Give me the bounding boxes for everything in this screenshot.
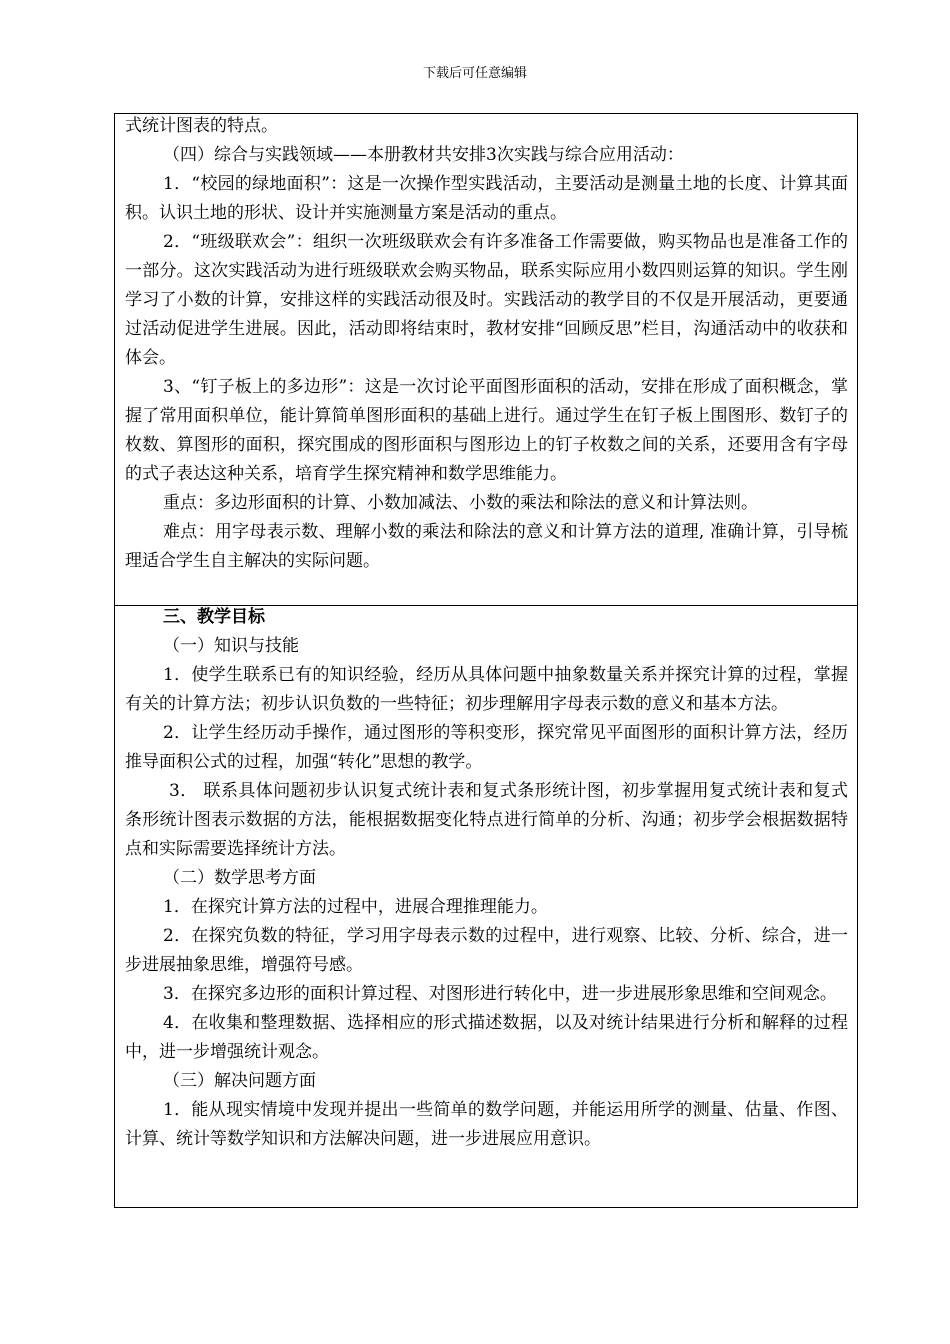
paragraph: 2．让学生经历动手操作，通过图形的等积变形，探究常见平面图形的面积计算方法，经历推导面积公式的过程，加强“转化”思想的教学。: [125, 723, 848, 772]
paragraph: 3、“钉子板上的多边形”：这是一次讨论平面图形面积的活动，安排在形成了面积概念，掌握了常用面积单位，能计算简单图形面积的基础上进行。通过学生在钉子板上围图形、数钉子的枚数、算图形的面积，探究围成的图形面积与图形边上的钉子枚数之间的关系，还要用含有字母的式子表达这种关系，培育学生探究精神和数学思维能力。: [125, 377, 848, 484]
paragraph: 式统计图表的特点。: [125, 116, 278, 136]
paragraph: 1．使学生联系已有的知识经验，经历从具体问题中抽象数量关系并探究计算的过程，掌握有关的计算方法；初步认识负数的一些特征；初步理解用字母表示数的意义和基本方法。: [125, 665, 848, 714]
subsection-title: （三）解决问题方面: [163, 1071, 316, 1091]
paragraph: 3． 联系具体问题初步认识复式统计表和复式条形统计图，初步掌握用复式统计表和复式条形统计图表示数据的方法，能根据数据变化特点进行简单的分析、沟通；初步学会根据数据特点和实际需要选择统计方法。: [125, 781, 848, 859]
paragraph: 1．在探究计算方法的过程中，进展合理推理能力。: [163, 897, 548, 917]
difficult-points: 难点：用字母表示数、理解小数的乘法和除法的意义和计算方法的道理, 准确计算，引导梳理适合学生自主解决的实际问题。: [125, 522, 848, 571]
paragraph: 2．“班级联欢会”：组织一次班级联欢会有许多准备工作需要做，购买物品也是准备工作的一部分。这次实践活动为进行班级联欢会购买物品，联系实际应用小数四则运算的知识。学生刚学习了小数的计算，安排这样的实践活动很及时。实践活动的教学目的不仅是开展活动，更要通过活动促进学生进展。因此，活动即将结束时，教材安排“回顾反思”栏目，沟通活动中的收获和体会。: [125, 232, 848, 368]
paragraph: （四）综合与实践领域——本册教材共安排3次实践与综合应用活动：: [163, 145, 684, 165]
paragraph: 1．能从现实情境中发现并提出一些简单的数学问题，并能运用所学的测量、估量、作图、计算、统计等数学知识和方法解决问题，进一步进展应用意识。: [125, 1100, 848, 1149]
subsection-title: （一）知识与技能: [163, 636, 299, 656]
paragraph: 1．“校园的绿地面积”：这是一次操作型实践活动，主要活动是测量土地的长度、计算其面积。认识土地的形状、设计并实施测量方案是活动的重点。: [125, 174, 848, 223]
section-title: 三、教学目标: [163, 607, 265, 627]
paragraph: 3．在探究多边形的面积计算过程、对图形进行转化中，进一步进展形象思维和空间观念。: [163, 984, 837, 1004]
page-header: 下载后可任意编辑: [422, 66, 527, 81]
table-cell-objectives: [115, 606, 857, 1154]
subsection-title: （二）数学思考方面: [163, 868, 316, 888]
key-points: 重点：多边形面积的计算、小数加减法、小数的乘法和除法的意义和计算法则。: [163, 493, 758, 513]
table-cell-activities: [115, 114, 857, 605]
paragraph: 4．在收集和整理数据、选择相应的形式描述数据，以及对统计结果进行分析和解释的过程中，进一步增强统计观念。: [125, 1013, 848, 1062]
content-table: [114, 113, 858, 1208]
paragraph: 2．在探究负数的特征，学习用字母表示数的过程中，进行观察、比较、分析、综合，进一步进展抽象思维，增强符号感。: [125, 926, 848, 975]
